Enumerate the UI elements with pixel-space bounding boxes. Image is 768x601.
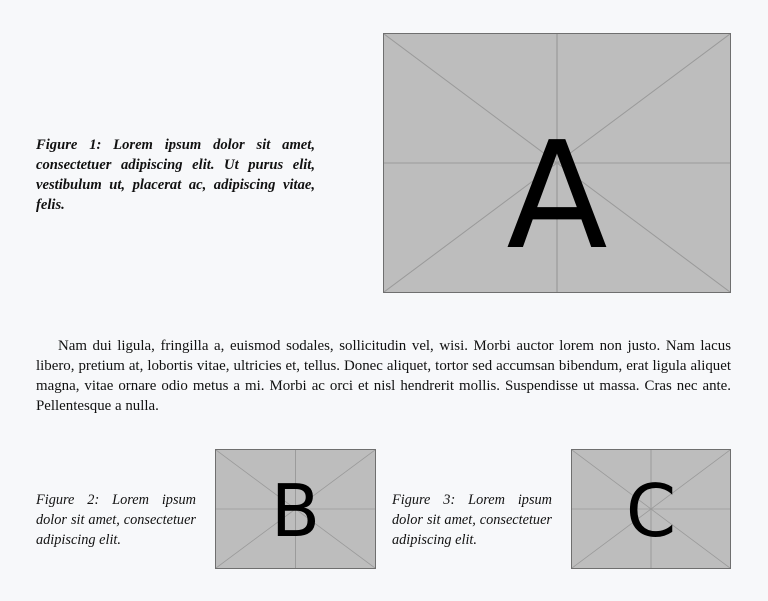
- figure-2-caption: Figure 2: Lorem ipsum dolor sit amet, consectetuer adipiscing elit.: [36, 492, 196, 548]
- figure-3-letter: C: [625, 469, 677, 553]
- figure-2-letter: B: [270, 469, 321, 553]
- figure-3-caption: Figure 3: Lorem ipsum dolor sit amet, consectetuer adipiscing elit.: [392, 492, 552, 548]
- body-paragraph: Nam dui ligula, fringilla a, euismod sodales, sollicitudin vel, wisi. Morbi auctor lorem non justo. Nam lacus libero, pretium at, lobortis vitae, ultricies et, tellus. Donec aliquet, tortor sed accumsan bibendum, erat ligula aliquet magna, vitae ornare odio metus a mi. Morbi ac orci et nisl hendrerit mollis. Suspendisse ut massa. Cras nec ante. Pellentesque a nulla.: [36, 338, 731, 414]
- figure-1-placeholder-image: [383, 33, 731, 293]
- figure-1-letter: A: [506, 110, 608, 282]
- figure-2-placeholder-image: [215, 449, 376, 569]
- figure-3-placeholder-image: [571, 449, 731, 569]
- figure-1-caption: Figure 1: Lorem ipsum dolor sit amet, consectetuer adipiscing elit. Ut purus elit, vestibulum ut, placerat ac, adipiscing vitae, felis.: [36, 137, 315, 213]
